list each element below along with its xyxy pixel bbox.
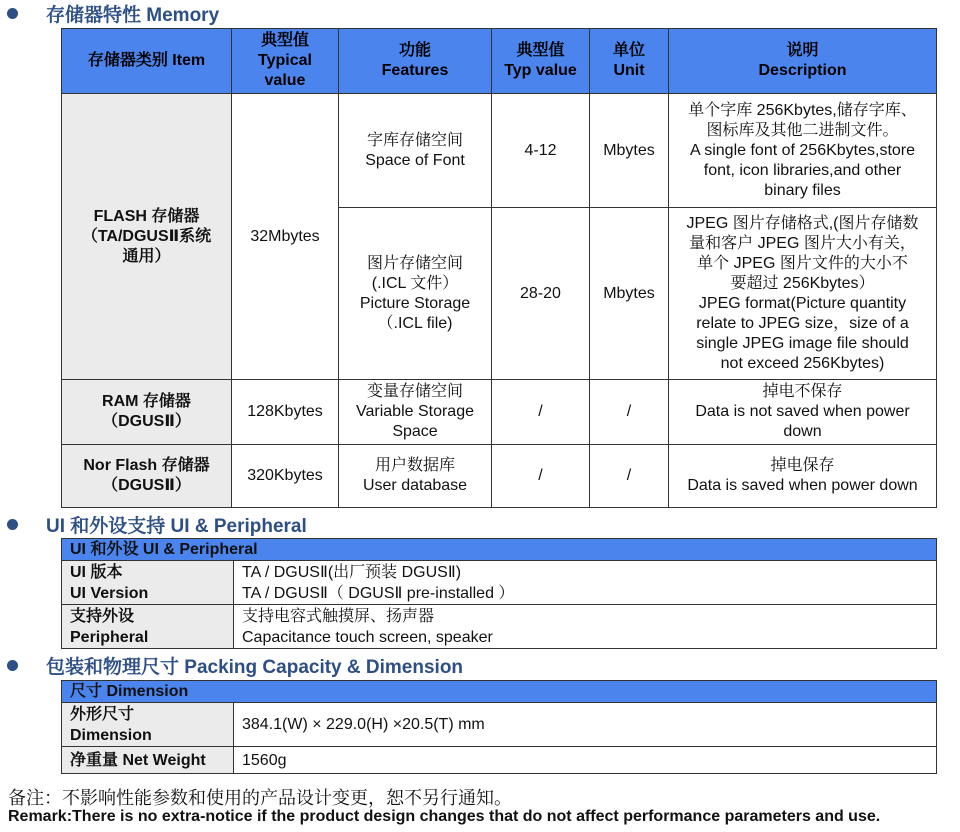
picture-unit-cell: Mbytes bbox=[590, 208, 669, 380]
flash-typical-cell: 32Mbytes bbox=[232, 94, 339, 380]
table-row bbox=[62, 561, 937, 605]
bullet-icon bbox=[7, 519, 18, 530]
bullet-icon bbox=[7, 8, 18, 19]
picture-typ-cell: 28-20 bbox=[492, 208, 590, 380]
net-weight-label: 净重量 Net Weight bbox=[62, 747, 234, 774]
flash-item-cell: FLASH 存储器 （TA/DGUSⅡ系统 通用） bbox=[62, 94, 232, 380]
nor-unit-cell: / bbox=[590, 445, 669, 508]
header-features: 功能 Features bbox=[339, 29, 492, 94]
remark-english: Remark:There is no extra-notice if the product design changes that do not affect performance parameters and use. bbox=[8, 808, 881, 825]
section-title: UI 和外设支持 UI & Peripheral bbox=[46, 515, 307, 537]
bullet-icon bbox=[7, 660, 18, 671]
nor-item-cell: Nor Flash 存储器 （DGUSⅡ） bbox=[62, 445, 232, 508]
ui-version-value: TA / DGUSⅡ(出厂预装 DGUSⅡ) TA / DGUSⅡ（ DGUSⅡ pre-installed ） bbox=[234, 561, 937, 605]
picture-feature-cell: 图片存储空间 (.ICL 文件） Picture Storage （.ICL file) bbox=[339, 208, 492, 380]
dimension-label: 外形尺寸 Dimension bbox=[62, 703, 234, 747]
net-weight-value: 1560g bbox=[234, 747, 937, 774]
ui-peripheral-table bbox=[61, 538, 937, 649]
remark-chinese: 备注：不影响性能参数和使用的产品设计变更，恕不另行通知。 bbox=[8, 788, 512, 809]
table-row bbox=[62, 703, 937, 747]
table-header-row bbox=[62, 539, 937, 561]
section-heading-packing bbox=[0, 653, 463, 677]
ram-typ-cell: / bbox=[492, 380, 590, 445]
table-header: UI 和外设 UI & Peripheral bbox=[62, 539, 937, 561]
header-typ-value: 典型值 Typ value bbox=[492, 29, 590, 94]
table-row bbox=[62, 380, 937, 445]
section-title: 包装和物理尺寸 Packing Capacity & Dimension bbox=[46, 656, 464, 678]
table-row bbox=[62, 94, 937, 208]
table-header-row bbox=[62, 29, 937, 94]
font-description-cell: 单个字库 256Kbytes,储存字库、 图标库及其他二进制文件。 A single font of 256Kbytes,store font, icon libraries,and other binary files bbox=[669, 94, 937, 208]
header-unit: 单位 Unit bbox=[590, 29, 669, 94]
peripheral-label: 支持外设 Peripheral bbox=[62, 605, 234, 649]
dimension-table bbox=[61, 680, 937, 774]
section-title: 存储器特性 Memory bbox=[46, 4, 220, 26]
peripheral-value: 支持电容式触摸屏、扬声器 Capacitance touch screen, speaker bbox=[234, 605, 937, 649]
nor-typical-cell: 320Kbytes bbox=[232, 445, 339, 508]
nor-feature-cell: 用户数据库 User database bbox=[339, 445, 492, 508]
ram-feature-cell: 变量存储空间 Variable Storage Space bbox=[339, 380, 492, 445]
section-heading-ui bbox=[0, 512, 307, 536]
header-item: 存储器类别 Item bbox=[62, 29, 232, 94]
header-typical-value: 典型值 Typical value bbox=[232, 29, 339, 94]
nor-typ-cell: / bbox=[492, 445, 590, 508]
dimension-value: 384.1(W) × 229.0(H) ×20.5(T) mm bbox=[234, 703, 937, 747]
font-typ-cell: 4-12 bbox=[492, 94, 590, 208]
table-row bbox=[62, 747, 937, 774]
table-header: 尺寸 Dimension bbox=[62, 681, 937, 703]
font-unit-cell: Mbytes bbox=[590, 94, 669, 208]
ram-unit-cell: / bbox=[590, 380, 669, 445]
header-description: 说明 Description bbox=[669, 29, 937, 94]
table-row bbox=[62, 605, 937, 649]
section-heading-memory bbox=[0, 1, 219, 25]
ram-typical-cell: 128Kbytes bbox=[232, 380, 339, 445]
font-feature-cell: 字库存储空间 Space of Font bbox=[339, 94, 492, 208]
nor-description-cell: 掉电保存 Data is saved when power down bbox=[669, 445, 937, 508]
ram-item-cell: RAM 存储器 （DGUSⅡ） bbox=[62, 380, 232, 445]
picture-description-cell: JPEG 图片存储格式,(图片存储数 量和客户 JPEG 图片大小有关， 单个 JPEG 图片文件的大小不 要超过 256Kbytes） JPEG format(Picture quantity relate to JPEG size，size of a single JPEG image file should not exceed 256Kbytes) bbox=[669, 208, 937, 380]
table-header-row bbox=[62, 681, 937, 703]
ui-version-label: UI 版本 UI Version bbox=[62, 561, 234, 605]
memory-table bbox=[61, 28, 937, 508]
ram-description-cell: 掉电不保存 Data is not saved when power down bbox=[669, 380, 937, 445]
table-row bbox=[62, 445, 937, 508]
